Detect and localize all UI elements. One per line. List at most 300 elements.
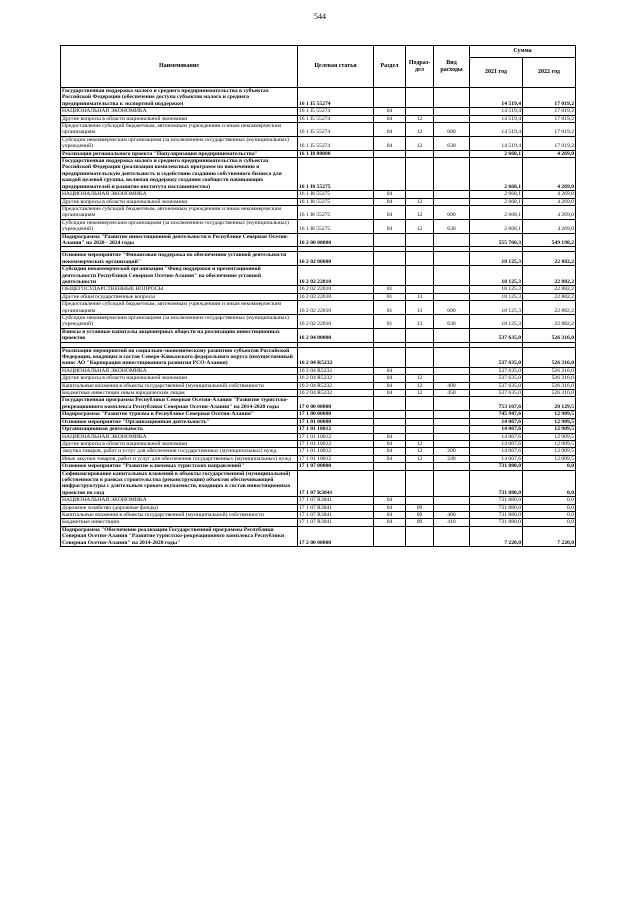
- section-cell: [374, 470, 406, 497]
- sum-2021-cell: 555 760,3: [470, 233, 523, 247]
- section-cell: [374, 411, 406, 418]
- section-cell: 04: [374, 511, 406, 518]
- target-article-cell: 16 1 I8 55275: [298, 191, 374, 198]
- sum-2022-cell: 4 269,0: [523, 191, 576, 198]
- subsection-cell: [406, 252, 434, 266]
- target-article-cell: 17 1 07 R3841: [298, 497, 374, 504]
- target-article-cell: 16 2 02 00000: [298, 252, 374, 266]
- expense-type-cell: 600: [434, 205, 470, 219]
- name-cell: Бюджетные инвестиции иным юридическим лицам: [61, 390, 298, 397]
- target-article-cell: 16 1 I8 00000: [298, 150, 374, 157]
- sum-2022-cell: 526 316,0: [523, 367, 576, 374]
- expense-type-cell: 600: [434, 301, 470, 315]
- subsection-cell: [406, 367, 434, 374]
- expense-type-cell: 410: [434, 519, 470, 526]
- expense-type-cell: [434, 411, 470, 418]
- expense-type-cell: [434, 426, 470, 433]
- target-article-cell: 16 1 I5 55274: [298, 115, 374, 122]
- sum-2022-cell: 4 269,0: [523, 198, 576, 205]
- name-cell: ОБЩЕГОСУДАРСТВЕННЫЕ ВОПРОСЫ: [61, 286, 298, 293]
- name-cell: Подпрограмма "Развитие инвестиционной деятельности в Республике Северная Осетия-Алания" на 2020 - 2024 годы: [61, 233, 298, 247]
- header-name: Наименование: [61, 46, 298, 88]
- table-row: [61, 150, 576, 157]
- sum-2022-cell: 549 198,2: [523, 233, 576, 247]
- subsection-cell: 12: [406, 136, 434, 150]
- expense-type-cell: [434, 470, 470, 497]
- subsection-cell: [406, 433, 434, 440]
- sum-2022-cell: 0,0: [523, 519, 576, 526]
- target-article-cell: 17 1 01 10012: [298, 433, 374, 440]
- section-cell: [374, 426, 406, 433]
- expense-type-cell: [434, 233, 470, 247]
- section-cell: 01: [374, 293, 406, 300]
- table-row: [61, 205, 576, 219]
- sum-2021-cell: 14 067,6: [470, 418, 523, 425]
- sum-2021-cell: 2 668,1: [470, 198, 523, 205]
- subsection-cell: 12: [406, 440, 434, 447]
- expense-type-cell: [434, 266, 470, 286]
- name-cell: Капитальные вложения в объекты государственной (муниципальной) собственности: [61, 511, 298, 518]
- name-cell: Государственная поддержка малого и среднего предпринимательства в субъектах Российской Федерации (реализация комплексных программ по вовлечению в предпринимательскую деятельность и содействию созданию собственного бизнеса для каждой целевой группы, включая поддержку создания сообществ начинающих предпринимателей и развитие института наставничества): [61, 158, 298, 191]
- sum-2022-cell: 7 220,0: [523, 526, 576, 546]
- subsection-cell: 12: [406, 198, 434, 205]
- table-row: [61, 347, 576, 367]
- sum-2022-cell: 4 269,0: [523, 150, 576, 157]
- target-article-cell: 17 1 07 R3841: [298, 504, 374, 511]
- table-row: [61, 497, 576, 504]
- subsection-cell: [406, 347, 434, 367]
- sum-2021-cell: 18 125,3: [470, 266, 523, 286]
- section-cell: 04: [374, 455, 406, 462]
- section-cell: 04: [374, 504, 406, 511]
- subsection-cell: 09: [406, 511, 434, 518]
- section-cell: [374, 397, 406, 411]
- table-row: [61, 411, 576, 418]
- header-section: Раздел: [374, 46, 406, 88]
- sum-2021-cell: 537 635,0: [470, 328, 523, 342]
- name-cell: Подпрограмма "Развитие туризма в Республике Северная Осетия-Алания": [61, 411, 298, 418]
- sum-2021-cell: 2 668,1: [470, 150, 523, 157]
- name-cell: Подпрограмма "Обеспечение реализации Государственной программы Республики Северная Осетия-Алания "Развитие туристско-рекреационного комплекса Республики Северная Осетия-Алания" на 2014-2020 годы": [61, 526, 298, 546]
- sum-2022-cell: 22 882,2: [523, 293, 576, 300]
- name-cell: НАЦИОНАЛЬНАЯ ЭКОНОМИКА: [61, 367, 298, 374]
- target-article-cell: 16 2 04 R5232: [298, 375, 374, 382]
- target-article-cell: 16 1 I8 55275: [298, 219, 374, 233]
- expense-type-cell: 400: [434, 511, 470, 518]
- target-article-cell: 16 1 I5 55274: [298, 123, 374, 137]
- sum-2022-cell: 0,0: [523, 463, 576, 470]
- expense-type-cell: [434, 158, 470, 191]
- subsection-cell: 13: [406, 301, 434, 315]
- subsection-cell: [406, 233, 434, 247]
- subsection-cell: [406, 266, 434, 286]
- table-row: [61, 455, 576, 462]
- sum-2021-cell: 731 880,0: [470, 463, 523, 470]
- table-row: [61, 158, 576, 191]
- subsection-cell: 12: [406, 115, 434, 122]
- expense-type-cell: 240: [434, 455, 470, 462]
- target-article-cell: 17 1 07 R3841: [298, 511, 374, 518]
- name-cell: Закупка товаров, работ и услуг для обеспечения государственных (муниципальных) нужд: [61, 448, 298, 455]
- sum-2021-cell: 731 880,0: [470, 511, 523, 518]
- table-row: [61, 375, 576, 382]
- section-cell: 04: [374, 390, 406, 397]
- expense-type-cell: [434, 433, 470, 440]
- name-cell: Капитальные вложения в объекты государственной (муниципальной) собственности: [61, 382, 298, 389]
- expense-type-cell: [434, 440, 470, 447]
- subsection-cell: [406, 411, 434, 418]
- expense-type-cell: [434, 526, 470, 546]
- target-article-cell: 16 2 04 R5232: [298, 347, 374, 367]
- expense-type-cell: 200: [434, 448, 470, 455]
- sum-2022-cell: 22 882,2: [523, 315, 576, 329]
- sum-2022-cell: 526 316,0: [523, 328, 576, 342]
- name-cell: Государственная программа Республики Северная Осетия-Алания "Развитие туристско-рекреационного комплекса Республики Северная Осетия-Алания" на 2014-2020 годы: [61, 397, 298, 411]
- sum-2022-cell: 526 316,0: [523, 390, 576, 397]
- target-article-cell: 17 1 00 00000: [298, 411, 374, 418]
- subsection-cell: 09: [406, 504, 434, 511]
- sum-2022-cell: 17 019,2: [523, 88, 576, 108]
- table-row: [61, 252, 576, 266]
- target-article-cell: 17 1 01 10012: [298, 448, 374, 455]
- target-article-cell: 16 2 00 00000: [298, 233, 374, 247]
- section-cell: 01: [374, 286, 406, 293]
- table-row: [61, 123, 576, 137]
- target-article-cell: 16 2 02 22010: [298, 315, 374, 329]
- sum-2021-cell: 537 635,0: [470, 390, 523, 397]
- subsection-cell: [406, 108, 434, 115]
- section-cell: [374, 266, 406, 286]
- subsection-cell: [406, 418, 434, 425]
- sum-2022-cell: 17 019,2: [523, 136, 576, 150]
- sum-2021-cell: 14 519,4: [470, 108, 523, 115]
- subsection-cell: [406, 158, 434, 191]
- table-row: [61, 219, 576, 233]
- section-cell: 04: [374, 115, 406, 122]
- name-cell: Субсидия некоммерческой организации "Фонд поддержки и презентационной деятельности Республики Северная Осетия-Алания" на обеспечение уставной деятельности: [61, 266, 298, 286]
- expense-type-cell: [434, 504, 470, 511]
- expense-type-cell: [434, 191, 470, 198]
- table-row: [61, 382, 576, 389]
- table-row: [61, 433, 576, 440]
- subsection-cell: 12: [406, 455, 434, 462]
- sum-2021-cell: 2 668,1: [470, 219, 523, 233]
- table-row: [61, 448, 576, 455]
- target-article-cell: 16 2 04 00000: [298, 328, 374, 342]
- table-body: [61, 88, 576, 547]
- table-row: [61, 418, 576, 425]
- target-article-cell: 16 2 02 22010: [298, 293, 374, 300]
- name-cell: НАЦИОНАЛЬНАЯ ЭКОНОМИКА: [61, 191, 298, 198]
- sum-2021-cell: 14 067,6: [470, 440, 523, 447]
- sum-2022-cell: 0,0: [523, 511, 576, 518]
- subsection-cell: [406, 328, 434, 342]
- subsection-cell: 12: [406, 123, 434, 137]
- sum-2021-cell: 14 519,4: [470, 88, 523, 108]
- target-article-cell: 17 1 01 10012: [298, 426, 374, 433]
- sum-2022-cell: 22 882,2: [523, 252, 576, 266]
- table-row: [61, 463, 576, 470]
- sum-2021-cell: 14 519,4: [470, 115, 523, 122]
- table-row: [61, 526, 576, 546]
- section-cell: 04: [374, 108, 406, 115]
- sum-2021-cell: 7 220,0: [470, 526, 523, 546]
- subsection-cell: 12: [406, 448, 434, 455]
- expense-type-cell: [434, 375, 470, 382]
- sum-2022-cell: 526 316,0: [523, 375, 576, 382]
- sum-2021-cell: 2 668,1: [470, 191, 523, 198]
- name-cell: Субсидии некоммерческим организациям (за исключением государственных (муниципальных) учреждений): [61, 315, 298, 329]
- name-cell: Предоставление субсидий бюджетным, автономным учреждениям и иным некоммерческим организациям: [61, 123, 298, 137]
- sum-2022-cell: 0,0: [523, 504, 576, 511]
- sum-2022-cell: 0,0: [523, 497, 576, 504]
- section-cell: [374, 88, 406, 108]
- subsection-cell: [406, 397, 434, 411]
- section-cell: 04: [374, 191, 406, 198]
- section-cell: 04: [374, 198, 406, 205]
- target-article-cell: 17 1 07 R3841: [298, 470, 374, 497]
- sum-2022-cell: 12 909,5: [523, 455, 576, 462]
- header-year-2021: 2021 год: [470, 58, 523, 88]
- sum-2021-cell: 537 635,0: [470, 382, 523, 389]
- sum-2022-cell: 12 909,5: [523, 433, 576, 440]
- name-cell: Взносы в уставные капиталы акционерных обществ на реализацию инвестиционных проектов: [61, 328, 298, 342]
- sum-2021-cell: 14 067,6: [470, 455, 523, 462]
- table-row: [61, 440, 576, 447]
- subsection-cell: 13: [406, 293, 434, 300]
- sum-2021-cell: 14 519,4: [470, 123, 523, 137]
- sum-2022-cell: 526 316,0: [523, 347, 576, 367]
- sum-2021-cell: 2 668,1: [470, 158, 523, 191]
- sum-2021-cell: 14 067,6: [470, 433, 523, 440]
- section-cell: [374, 150, 406, 157]
- name-cell: НАЦИОНАЛЬНАЯ ЭКОНОМИКА: [61, 497, 298, 504]
- target-article-cell: 17 1 07 R3841: [298, 519, 374, 526]
- section-cell: 04: [374, 219, 406, 233]
- section-cell: [374, 463, 406, 470]
- sum-2021-cell: 2 668,1: [470, 205, 523, 219]
- section-cell: [374, 252, 406, 266]
- section-cell: 04: [374, 136, 406, 150]
- sum-2022-cell: 12 909,5: [523, 411, 576, 418]
- header-subsection: Подраз-дел: [406, 46, 434, 88]
- sum-2022-cell: 526 316,0: [523, 382, 576, 389]
- section-cell: 04: [374, 519, 406, 526]
- sum-2022-cell: 22 882,2: [523, 301, 576, 315]
- sum-2021-cell: 14 067,6: [470, 426, 523, 433]
- sum-2022-cell: 4 269,0: [523, 158, 576, 191]
- sum-2022-cell: 4 269,0: [523, 219, 576, 233]
- table-row: [61, 301, 576, 315]
- subsection-cell: [406, 497, 434, 504]
- table-row: [61, 328, 576, 342]
- table-row: [61, 233, 576, 247]
- sum-2022-cell: 17 019,2: [523, 108, 576, 115]
- subsection-cell: 12: [406, 390, 434, 397]
- name-cell: Основное мероприятие "Финансовая поддержка по обеспечению уставной деятельности некоммерческих организаций": [61, 252, 298, 266]
- sum-2021-cell: 731 880,0: [470, 519, 523, 526]
- name-cell: НАЦИОНАЛЬНАЯ ЭКОНОМИКА: [61, 433, 298, 440]
- expense-type-cell: 630: [434, 219, 470, 233]
- section-cell: [374, 328, 406, 342]
- subsection-cell: 12: [406, 219, 434, 233]
- subsection-cell: 09: [406, 519, 434, 526]
- table-row: [61, 470, 576, 497]
- subsection-cell: 13: [406, 315, 434, 329]
- expense-type-cell: [434, 497, 470, 504]
- target-article-cell: 16 1 I5 55274: [298, 88, 374, 108]
- sum-2022-cell: 12 909,5: [523, 418, 576, 425]
- sum-2021-cell: 537 635,0: [470, 367, 523, 374]
- sum-2021-cell: 731 880,0: [470, 504, 523, 511]
- expense-type-cell: [434, 88, 470, 108]
- target-article-cell: 17 1 01 10012: [298, 455, 374, 462]
- target-article-cell: 16 2 04 R5232: [298, 382, 374, 389]
- subsection-cell: [406, 470, 434, 497]
- target-article-cell: 16 2 02 22010: [298, 266, 374, 286]
- expense-type-cell: [434, 418, 470, 425]
- table-row: [61, 191, 576, 198]
- target-article-cell: 16 1 I5 55274: [298, 108, 374, 115]
- section-cell: 04: [374, 205, 406, 219]
- sum-2021-cell: 18 125,3: [470, 293, 523, 300]
- table-row: [61, 390, 576, 397]
- name-cell: Организационная деятельность: [61, 426, 298, 433]
- table-row: [61, 315, 576, 329]
- name-cell: Бюджетные инвестиции: [61, 519, 298, 526]
- name-cell: Реализация мероприятий по социально-экономическому развитию субъектов Российской Федерации, входящих в состав Северо-Кавказского федерального округа (имущественный взнос АО "Корпорация инвестиционного развития РСО-Алания): [61, 347, 298, 367]
- subsection-cell: [406, 88, 434, 108]
- table-row: [61, 397, 576, 411]
- subsection-cell: [406, 426, 434, 433]
- header-year-2022: 2022 год: [523, 58, 576, 88]
- subsection-cell: 12: [406, 382, 434, 389]
- target-article-cell: 17 1 07 00000: [298, 463, 374, 470]
- subsection-cell: [406, 526, 434, 546]
- name-cell: Субсидии некоммерческим организациям (за исключением государственных (муниципальных) учреждений): [61, 136, 298, 150]
- expense-type-cell: 400: [434, 382, 470, 389]
- table-row: [61, 519, 576, 526]
- subsection-cell: 12: [406, 375, 434, 382]
- sum-2021-cell: 18 125,3: [470, 315, 523, 329]
- section-cell: 04: [374, 497, 406, 504]
- subsection-cell: [406, 191, 434, 198]
- sum-2021-cell: 14 067,6: [470, 448, 523, 455]
- sum-2022-cell: 12 909,5: [523, 448, 576, 455]
- section-cell: [374, 418, 406, 425]
- table-row: [61, 136, 576, 150]
- section-cell: [374, 347, 406, 367]
- name-cell: Другие общегосударственные вопросы: [61, 293, 298, 300]
- table-row: [61, 426, 576, 433]
- section-cell: 04: [374, 382, 406, 389]
- section-cell: 04: [374, 123, 406, 137]
- name-cell: Дорожное хозяйство (дорожные фонды): [61, 504, 298, 511]
- sum-2022-cell: 12 909,5: [523, 426, 576, 433]
- table-row: [61, 88, 576, 108]
- name-cell: Софинансирование капитальных вложений в объекты государственной (муниципальной) собственности в рамках строительства (реконструкции) объектов обеспечивающей инфраструктуры с длительным сроком окупаемости, входящих в состав инвестиционных проектов по созд: [61, 470, 298, 497]
- expense-type-cell: [434, 150, 470, 157]
- page-number: 544: [314, 12, 326, 21]
- sum-2022-cell: 20 129,5: [523, 397, 576, 411]
- table-row: [61, 108, 576, 115]
- sum-2022-cell: 22 882,2: [523, 266, 576, 286]
- target-article-cell: 16 2 02 22010: [298, 301, 374, 315]
- section-cell: [374, 158, 406, 191]
- section-cell: 04: [374, 433, 406, 440]
- expense-type-cell: [434, 108, 470, 115]
- name-cell: Предоставление субсидий бюджетным, автономным учреждениям и иным некоммерческим организациям: [61, 205, 298, 219]
- expense-type-cell: [434, 252, 470, 266]
- section-cell: 01: [374, 301, 406, 315]
- name-cell: Предоставление субсидий бюджетным, автономным учреждениям и иным некоммерческим организациям: [61, 301, 298, 315]
- table-header: [61, 46, 576, 88]
- target-article-cell: 16 1 I8 55275: [298, 158, 374, 191]
- sum-2021-cell: 753 167,6: [470, 397, 523, 411]
- target-article-cell: 17 2 00 00000: [298, 526, 374, 546]
- table-row: [61, 511, 576, 518]
- header-code: Целевая статья: [298, 46, 374, 88]
- sum-2022-cell: 0,0: [523, 470, 576, 497]
- table-row: [61, 367, 576, 374]
- expense-type-cell: [434, 347, 470, 367]
- subsection-cell: [406, 286, 434, 293]
- header-sum: Сумма: [470, 46, 576, 58]
- expense-type-cell: 630: [434, 136, 470, 150]
- sum-2022-cell: 22 882,2: [523, 286, 576, 293]
- name-cell: Основное мероприятие "Организационная деятельность": [61, 418, 298, 425]
- target-article-cell: 17 1 01 00000: [298, 418, 374, 425]
- section-cell: 01: [374, 315, 406, 329]
- expense-type-cell: [434, 115, 470, 122]
- sum-2021-cell: 14 519,4: [470, 136, 523, 150]
- subsection-cell: [406, 150, 434, 157]
- expense-type-cell: 630: [434, 315, 470, 329]
- table-row: [61, 293, 576, 300]
- sum-2022-cell: 17 019,2: [523, 115, 576, 122]
- section-cell: 04: [374, 367, 406, 374]
- name-cell: Субсидии некоммерческим организациям (за исключением государственных (муниципальных) учреждений): [61, 219, 298, 233]
- section-cell: [374, 233, 406, 247]
- sum-2021-cell: 537 635,0: [470, 347, 523, 367]
- sum-2021-cell: 18 125,3: [470, 286, 523, 293]
- budget-table: [60, 45, 576, 547]
- table-row: [61, 198, 576, 205]
- target-article-cell: 17 1 01 10012: [298, 440, 374, 447]
- name-cell: НАЦИОНАЛЬНАЯ ЭКОНОМИКА: [61, 108, 298, 115]
- table-row: [61, 115, 576, 122]
- expense-type-cell: [434, 397, 470, 411]
- sum-2021-cell: 18 125,3: [470, 301, 523, 315]
- sum-2022-cell: 4 269,0: [523, 205, 576, 219]
- expense-type-cell: 450: [434, 390, 470, 397]
- table-row: [61, 266, 576, 286]
- sum-2022-cell: 17 019,2: [523, 123, 576, 137]
- section-cell: 04: [374, 440, 406, 447]
- table-row: [61, 286, 576, 293]
- expense-type-cell: 600: [434, 123, 470, 137]
- section-cell: 04: [374, 448, 406, 455]
- target-article-cell: 17 0 00 00000: [298, 397, 374, 411]
- header-expense-type: Вид расходы: [434, 46, 470, 88]
- expense-type-cell: [434, 367, 470, 374]
- target-article-cell: 16 2 02 22010: [298, 286, 374, 293]
- name-cell: Реализация регионального проекта "Популяризация предпринимательства": [61, 150, 298, 157]
- section-cell: [374, 526, 406, 546]
- sum-2021-cell: 731 880,0: [470, 470, 523, 497]
- expense-type-cell: [434, 293, 470, 300]
- name-cell: Другие вопросы в области национальной экономики: [61, 198, 298, 205]
